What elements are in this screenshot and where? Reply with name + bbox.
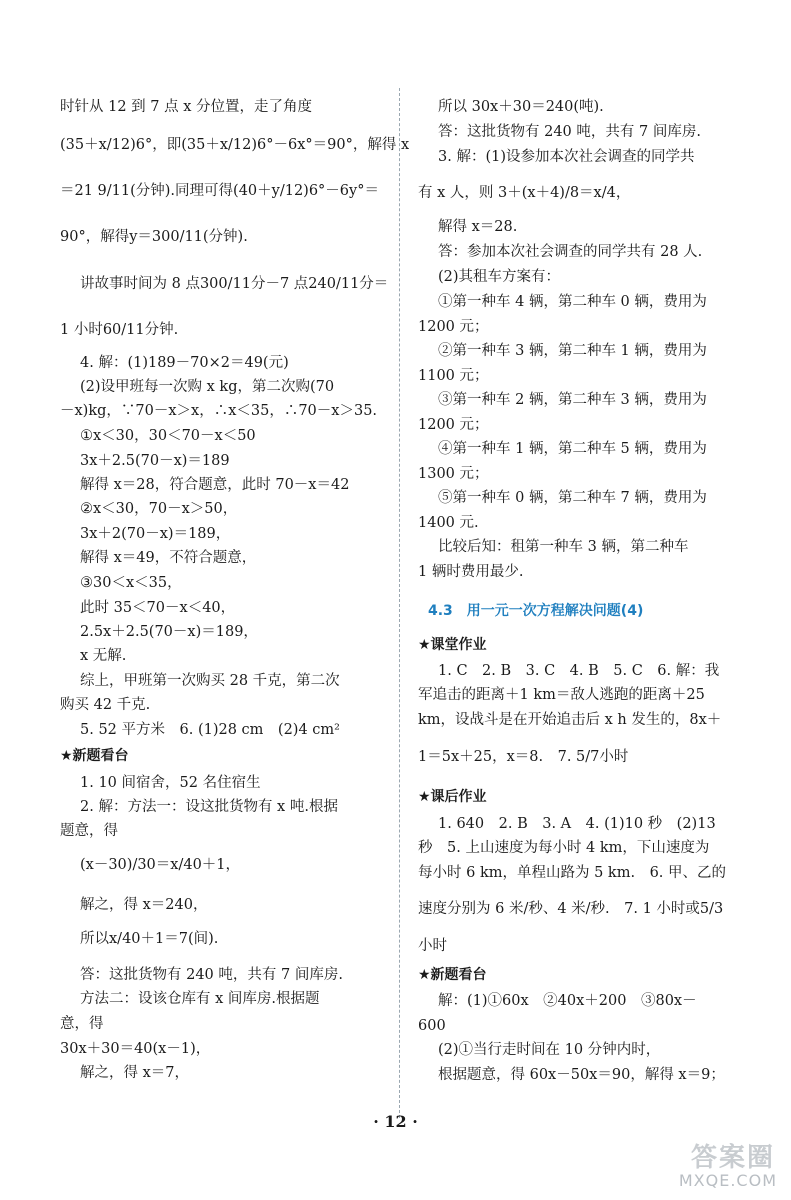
text-line: (2)其租车方案有： [438,269,561,285]
text-line: ④第一种车 1 辆，第二种车 5 辆，费用为 [438,441,707,457]
text-line: km，设战斗是在开始追击后 x h 发生的，8x＋ [418,712,722,728]
text-line: 600 [418,1018,446,1034]
text-line: 1200 元； [418,417,489,433]
text-line: 答：这批货物有 240 吨，共有 7 间库房. [80,967,343,983]
text-line: 1 小时60/11分钟. [60,322,179,338]
text-line: 比较后知：租第一种车 3 辆，第二种车 [438,539,689,555]
text-line: 每小时 6 km，单程山路为 5 km. 6. 甲、乙的 [418,865,727,881]
text-line: (35＋x/12)6°，即(35＋x/12)6°－6x°＝90°，解得 x [60,137,410,153]
watermark-url: MXQE.COM [678,1171,777,1190]
section-heading: ★课堂作业 [418,637,487,653]
text-line: 购买 42 千克. [60,697,151,713]
text-line: 根据题意，得 60x－50x＝90，解得 x＝9； [438,1067,725,1083]
text-line: ②x＜30，70－x＞50， [80,501,238,517]
text-line: 所以 30x＋30＝240(吨). [438,99,604,115]
text-line: 此时 35＜70－x＜40， [80,600,236,616]
text-line: 3. 解：(1)设参加本次社会调查的同学共 [438,149,695,165]
text-line: 1. 10 间宿舍，52 名住宿生 [80,775,261,791]
section-heading: ★课后作业 [418,789,487,805]
text-line: 答：参加本次社会调查的同学共有 28 人. [438,244,703,260]
text-line: 5. 52 平方米 6. (1)28 cm (2)4 cm² [80,722,340,738]
text-line: ②第一种车 3 辆，第二种车 1 辆，费用为 [438,343,707,359]
text-line: 1400 元. [418,515,479,531]
text-line: 综上，甲班第一次购买 28 千克，第二次 [80,673,340,689]
text-line: ③第一种车 2 辆，第二种车 3 辆，费用为 [438,392,707,408]
text-line: 答：这批货物有 240 吨，共有 7 间库房. [438,124,701,140]
text-line: 解之，得 x＝7， [80,1065,190,1081]
text-line: 意，得 [60,1016,104,1032]
text-line: ＝21 9/11(分钟).同理可得(40＋y/12)6°－6y°＝ [60,183,379,199]
text-line: 1200 元； [418,319,489,335]
text-line: －x)kg，∵70－x＞x，∴x＜35，∴70－x＞35. [60,403,378,419]
text-line: ⑤第一种车 0 辆，第二种车 7 辆，费用为 [438,490,707,506]
text-line: 题意，得 [60,823,118,839]
text-line: 1 辆时费用最少. [418,564,524,580]
text-line: 1. C 2. B 3. C 4. B 5. C 6. 解：我 [438,663,720,679]
text-line: 秒 5. 上山速度为每小时 4 km，下山速度为 [418,840,710,856]
text-line: 2. 解：方法一：设这批货物有 x 吨.根据 [80,799,338,815]
text-line: 3x＋2(70－x)＝189， [80,526,231,542]
text-line: 有 x 人，则 3＋(x＋4)/8＝x/4， [418,185,631,201]
text-line: (2)设甲班每一次购 x kg，第二次购(70 [80,379,335,395]
section-heading: ★新题看台 [418,967,487,983]
page-number: · 12 · [373,1112,418,1131]
text-line: 讲故事时间为 8 点300/11分－7 点240/11分＝ [80,276,389,292]
text-line: ①x＜30，30＜70－x＜50 [80,428,256,444]
text-line: 4. 解：(1)189－70×2＝49(元) [80,355,289,371]
text-line: 30x＋30＝40(x－1)， [60,1041,211,1057]
text-line: 解之，得 x＝240， [80,897,208,913]
column-divider [399,88,400,1118]
text-line: 时针从 12 到 7 点 x 分位置，走了角度 [60,99,313,115]
text-line: 解得 x＝28. [438,219,518,235]
text-line: (2)①当行走时间在 10 分钟内时， [438,1042,661,1058]
text-line: 速度分别为 6 米/秒、4 米/秒. 7. 1 小时或5/3 [418,901,724,917]
text-line: 解：(1)①60x ②40x＋200 ③80x－ [438,993,697,1009]
watermark-logo: 答案圈 [690,1143,775,1173]
text-line: ③30＜x＜35， [80,575,182,591]
section-title: 4.3 用一元一次方程解决问题(4) [428,603,644,619]
text-line: (x－30)/30＝x/40＋1， [80,857,241,873]
text-line: 1100 元； [418,368,489,384]
text-line: 所以x/40＋1＝7(间). [80,931,219,947]
text-line: 2.5x＋2.5(70－x)＝189， [80,624,258,640]
text-line: 1. 640 2. B 3. A 4. (1)10 秒 (2)13 [438,816,716,832]
text-line: 军追击的距离＋1 km＝敌人逃跑的距离＋25 [418,687,705,703]
text-line: 方法二：设该仓库有 x 间库房.根据题 [80,991,320,1007]
text-line: ①第一种车 4 辆，第二种车 0 辆，费用为 [438,294,707,310]
text-line: 1300 元； [418,466,489,482]
text-line: 解得 x＝28，符合题意，此时 70－x＝42 [80,477,350,493]
text-line: 1＝5x＋25，x＝8. 7. 5/7小时 [418,749,629,765]
text-line: 3x＋2.5(70－x)＝189 [80,453,230,469]
section-heading: ★新题看台 [60,748,129,764]
text-line: 解得 x＝49，不符合题意， [80,550,257,566]
text-line: 90°，解得y＝300/11(分钟). [60,229,248,245]
text-line: x 无解. [80,648,127,664]
watermark [585,1144,785,1192]
text-line: 小时 [418,938,447,954]
